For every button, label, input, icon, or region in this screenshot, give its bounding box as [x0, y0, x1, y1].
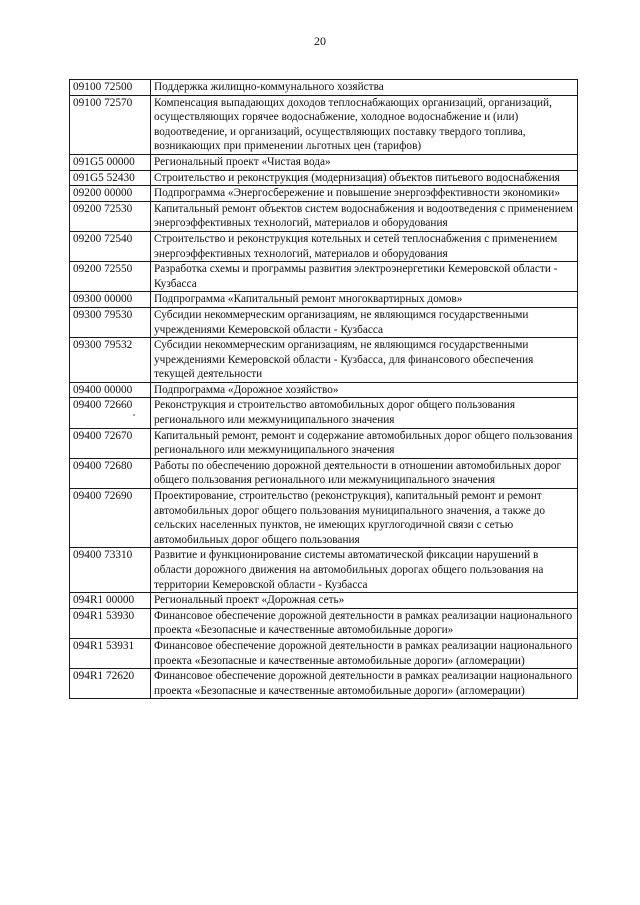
row-code: 09400 00000 — [70, 382, 151, 398]
row-description: Развитие и функционирование системы автоматической фиксации нарушений в области дорожного движения на автомобильных дорогах общего пользования на территории Кемеровской области - Кузбасса — [151, 548, 578, 593]
row-code: 09400 72690 — [70, 489, 151, 548]
row-description: Разработка схемы и программы развития электроэнергетики Кемеровской области - Кузбасса — [151, 262, 578, 292]
table-row — [70, 262, 578, 292]
row-description: Капитальный ремонт объектов систем водоснабжения и водоотведения с применением энергоэффективных технологий, материалов и оборудования — [151, 201, 578, 231]
table-row — [70, 428, 578, 458]
row-code: 094R1 53930 — [70, 608, 151, 638]
row-description: Работы по обеспечению дорожной деятельности в отношении автомобильных дорог общего пользования регионального или межмуниципального значения — [151, 458, 578, 488]
table-row — [70, 489, 578, 548]
table-row — [70, 593, 578, 609]
row-code: 09400 72670 — [70, 428, 151, 458]
row-code: 094R1 53931 — [70, 638, 151, 668]
table-row — [70, 548, 578, 593]
table-row — [70, 80, 578, 96]
table-row — [70, 458, 578, 488]
row-code: 09200 72550 — [70, 262, 151, 292]
budget-codes-table — [69, 79, 578, 699]
row-description: Финансовое обеспечение дорожной деятельности в рамках реализации национального проекта «Безопасные и качественные автомобильные дороги» — [151, 608, 578, 638]
row-code: 091G5 52430 — [70, 170, 151, 186]
row-code: 09300 79530 — [70, 307, 151, 337]
row-code: 09300 00000 — [70, 292, 151, 308]
table-row — [70, 608, 578, 638]
table-row — [70, 669, 578, 699]
table-row — [70, 398, 578, 428]
row-description: Компенсация выпадающих доходов теплоснабжающих организаций, организаций, осуществляющих горячее водоснабжение, холодное водоснабжение и (или) водоотведение, и организаций, осуществляющих поставку твердого топлива, возникающих при применении льготных цен (тарифов) — [151, 95, 578, 154]
table-row — [70, 201, 578, 231]
table-row — [70, 307, 578, 337]
budget-codes-body — [70, 80, 578, 699]
row-code: 09400 72660 — [70, 398, 151, 428]
row-code: 09400 72680 — [70, 458, 151, 488]
row-code: 09100 72570 — [70, 95, 151, 154]
table-row — [70, 170, 578, 186]
row-description: Субсидии некоммерческим организациям, не являющимся государственными учреждениями Кемеровской области - Кузбасса — [151, 307, 578, 337]
row-code: 09300 79532 — [70, 338, 151, 383]
scan-speck — [133, 414, 135, 416]
row-description: Региональный проект «Чистая вода» — [151, 154, 578, 170]
row-description: Проектирование, строительство (реконструкция), капитальный ремонт и ремонт автомобильных дорог общего пользования муниципального значения, а также до сельских населенных пунктов, не имеющих круглогодичной связи с сетью автомобильных дорог общего пользования — [151, 489, 578, 548]
row-description: Подпрограмма «Дорожное хозяйство» — [151, 382, 578, 398]
table-row — [70, 638, 578, 668]
row-code: 09400 73310 — [70, 548, 151, 593]
row-code: 09100 72500 — [70, 80, 151, 96]
table-row — [70, 382, 578, 398]
row-code: 094R1 00000 — [70, 593, 151, 609]
table-row — [70, 231, 578, 261]
table-row — [70, 154, 578, 170]
table-row — [70, 292, 578, 308]
row-description: Финансовое обеспечение дорожной деятельности в рамках реализации национального проекта «Безопасные и качественные автомобильные дороги» (агломерации) — [151, 669, 578, 699]
row-description: Реконструкция и строительство автомобильных дорог общего пользования регионального или межмуниципального значения — [151, 398, 578, 428]
row-code: 09200 72530 — [70, 201, 151, 231]
row-description: Подпрограмма «Энергосбережение и повышение энергоэффективности экономики» — [151, 186, 578, 202]
row-code: 091G5 00000 — [70, 154, 151, 170]
row-description: Финансовое обеспечение дорожной деятельности в рамках реализации национального проекта «Безопасные и качественные автомобильные дороги» (агломерации) — [151, 638, 578, 668]
row-description: Региональный проект «Дорожная сеть» — [151, 593, 578, 609]
table-row — [70, 95, 578, 154]
row-code: 09200 72540 — [70, 231, 151, 261]
row-description: Капитальный ремонт, ремонт и содержание автомобильных дорог общего пользования регионального или межмуниципального значения — [151, 428, 578, 458]
page-number: 20 — [314, 34, 326, 48]
row-code: 094R1 72620 — [70, 669, 151, 699]
table-row — [70, 186, 578, 202]
row-description: Поддержка жилищно-коммунального хозяйства — [151, 80, 578, 96]
table-row — [70, 338, 578, 383]
row-description: Подпрограмма «Капитальный ремонт многоквартирных домов» — [151, 292, 578, 308]
row-description: Субсидии некоммерческим организациям, не являющимся государственными учреждениями Кемеровской области - Кузбасса, для финансового обеспечения текущей деятельности — [151, 338, 578, 383]
row-description: Строительство и реконструкция (модернизация) объектов питьевого водоснабжения — [151, 170, 578, 186]
row-description: Строительство и реконструкция котельных и сетей теплоснабжения с применением энергоэффективных технологий, материалов и оборудования — [151, 231, 578, 261]
row-code: 09200 00000 — [70, 186, 151, 202]
